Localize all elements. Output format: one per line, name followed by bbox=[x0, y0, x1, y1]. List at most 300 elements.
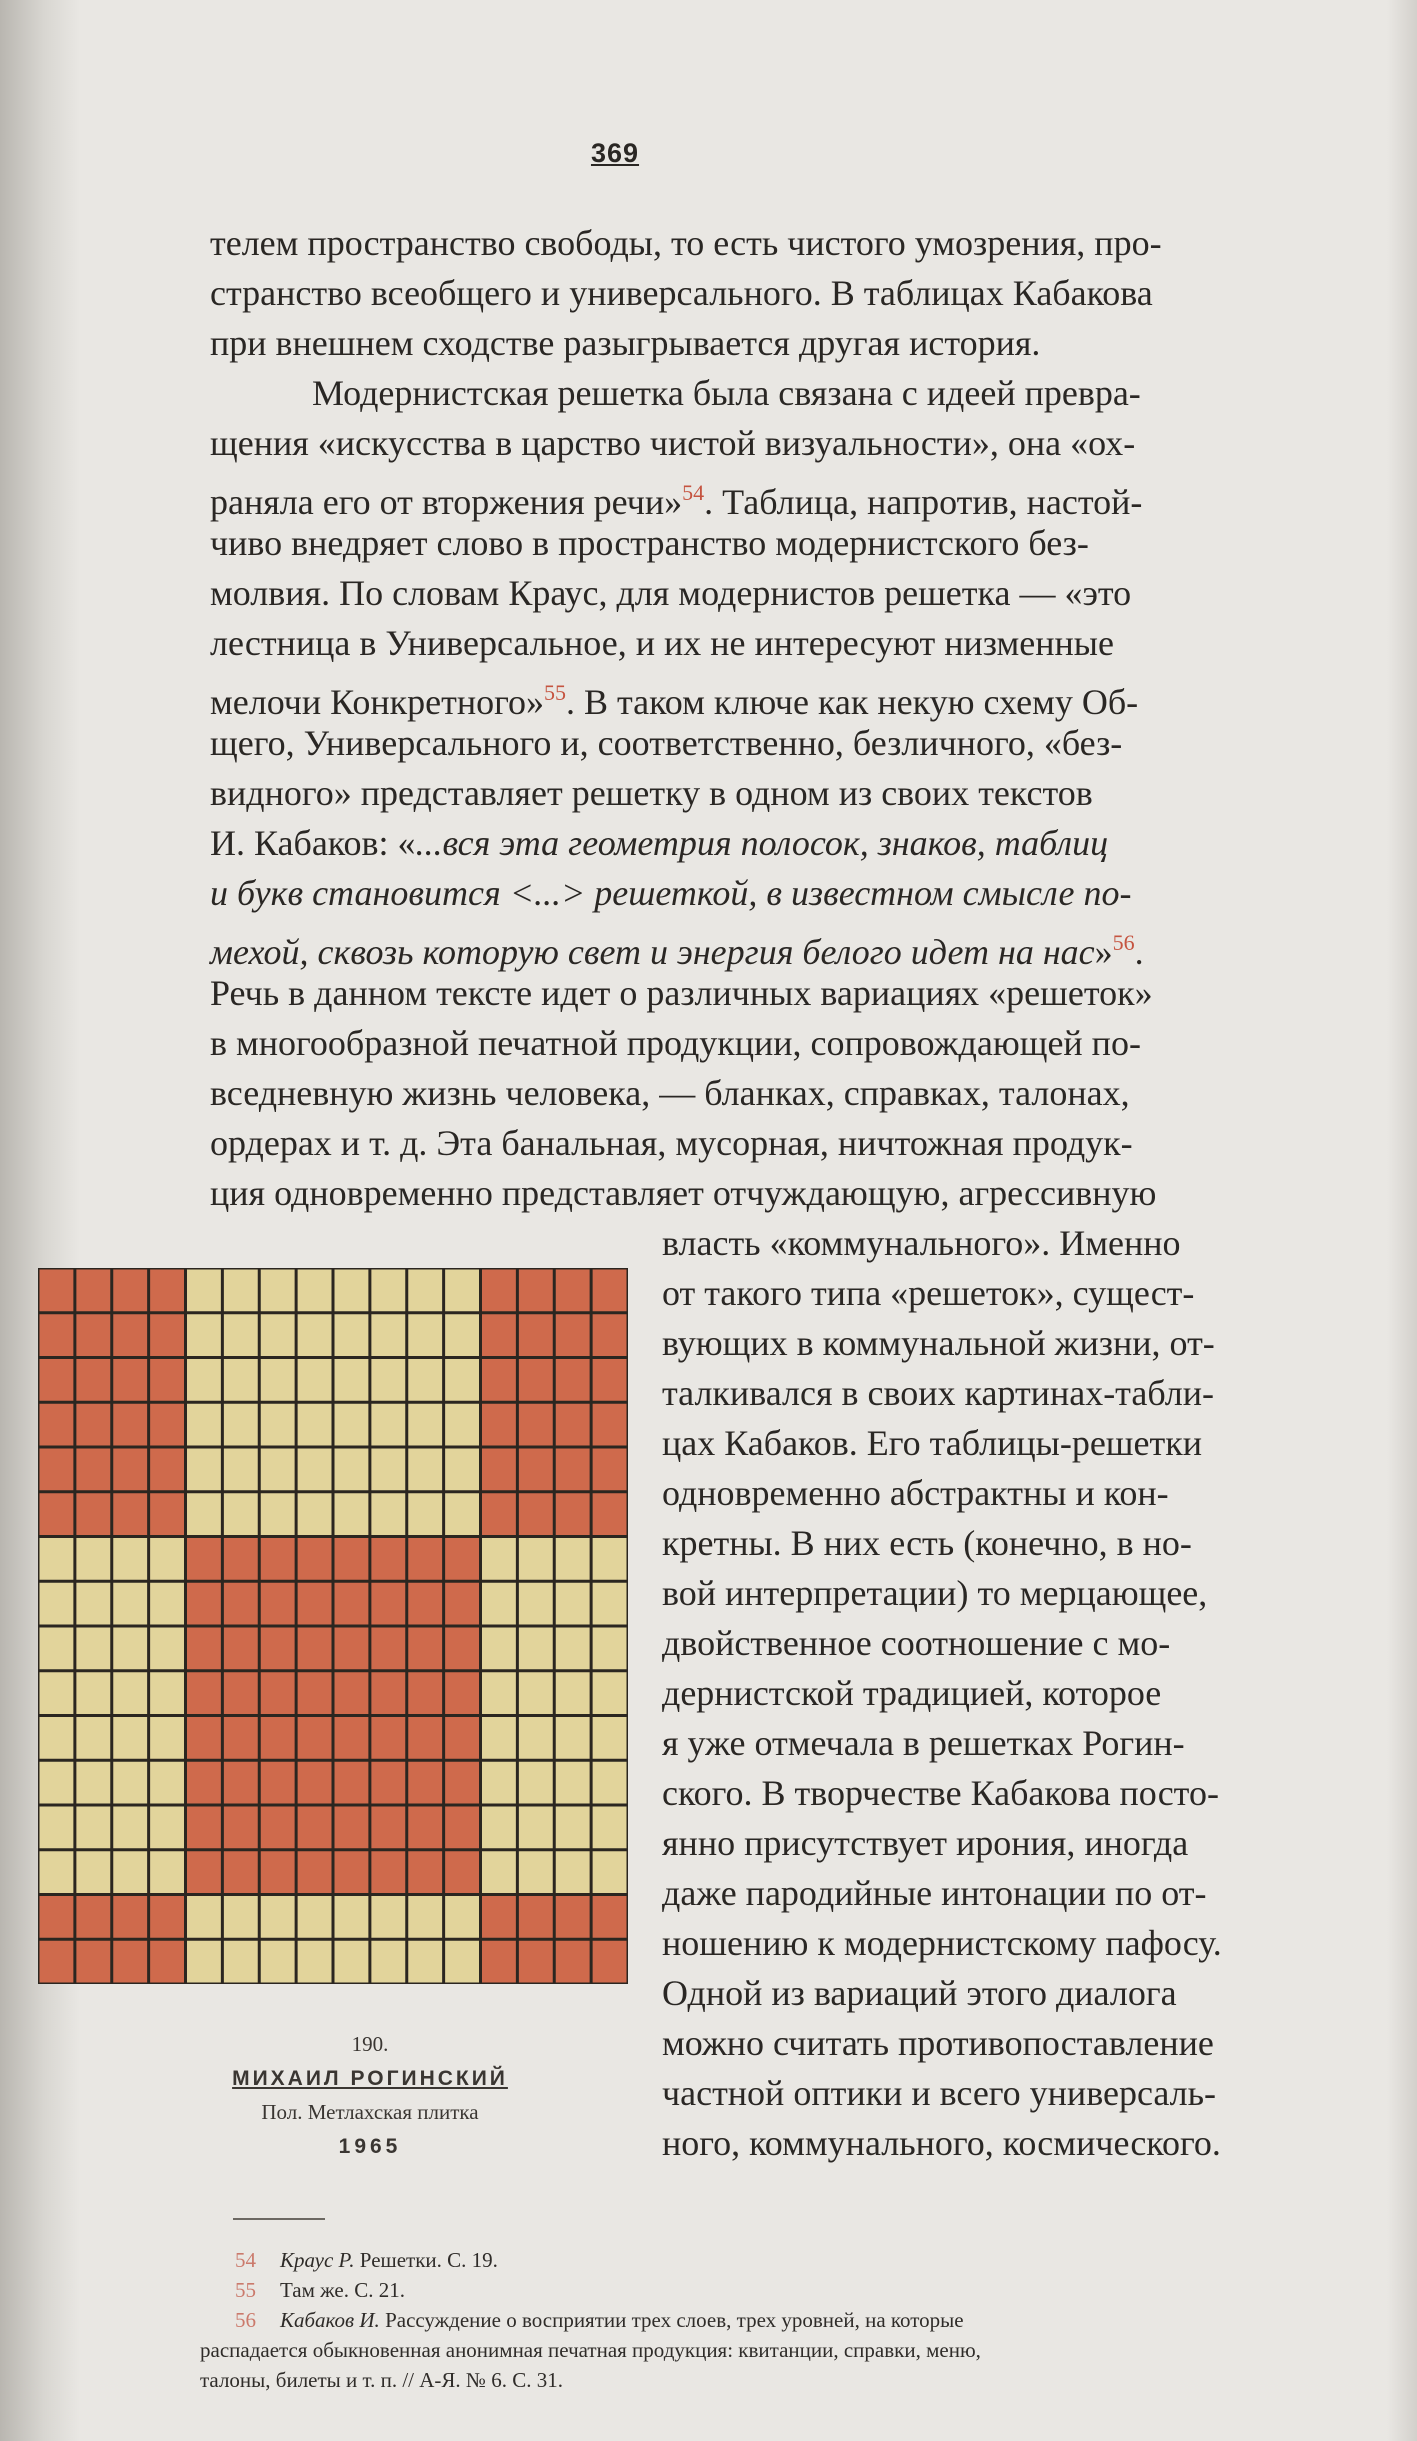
tile-cell bbox=[482, 1449, 516, 1491]
tile-cell bbox=[556, 1851, 590, 1893]
body-line: Одной из вариаций этого диалога bbox=[662, 1973, 1177, 2013]
tile-cell bbox=[335, 1628, 369, 1670]
footnote-continuation: талоны, билеты и т. п. // А-Я. № 6. С. 31. bbox=[200, 2368, 563, 2392]
tile-cell bbox=[298, 1941, 332, 1983]
tile-cell bbox=[76, 1538, 110, 1580]
tile-cell bbox=[298, 1314, 332, 1356]
tile-cell bbox=[224, 1717, 258, 1759]
tile-cell bbox=[224, 1270, 258, 1312]
tile-cell bbox=[40, 1672, 74, 1714]
body-line: талкивался в своих картинах-табли- bbox=[662, 1373, 1214, 1413]
tile-cell bbox=[335, 1404, 369, 1446]
body-line: цах Кабаков. Его таблицы-решетки bbox=[662, 1423, 1202, 1463]
tile-cell bbox=[408, 1270, 442, 1312]
tile-cell bbox=[187, 1493, 221, 1535]
tile-cell bbox=[150, 1314, 184, 1356]
body-line: я уже отмечала в решетках Рогин- bbox=[662, 1723, 1185, 1763]
tile-cell bbox=[408, 1404, 442, 1446]
tile-cell bbox=[187, 1896, 221, 1938]
body-line: странство всеобщего и универсального. В таблицах Кабакова bbox=[210, 273, 1153, 313]
body-line: чиво внедряет слово в пространство модернистского без- bbox=[210, 523, 1089, 563]
tile-cell bbox=[371, 1314, 405, 1356]
body-line: вой интерпретации) то мерцающее, bbox=[662, 1573, 1208, 1613]
tile-cell bbox=[76, 1404, 110, 1446]
tile-cell bbox=[113, 1359, 147, 1401]
tile-cell bbox=[445, 1851, 479, 1893]
body-line: власть «коммунального». Именно bbox=[662, 1223, 1181, 1263]
tile-cell bbox=[298, 1851, 332, 1893]
tile-cell bbox=[371, 1672, 405, 1714]
figure-title: Пол. Метлахская плитка bbox=[261, 2100, 479, 2124]
tile-cell bbox=[371, 1628, 405, 1670]
tile-cell bbox=[482, 1941, 516, 1983]
footnote-number: 56 bbox=[235, 2308, 256, 2332]
tile-cell bbox=[113, 1851, 147, 1893]
metlakh-tile-figure bbox=[38, 1268, 628, 1984]
tile-cell bbox=[40, 1493, 74, 1535]
footnote-text: Там же. С. 21. bbox=[280, 2278, 405, 2302]
body-line: можно считать противопоставление bbox=[662, 2023, 1214, 2063]
tile-cell bbox=[408, 1314, 442, 1356]
tile-cell bbox=[445, 1449, 479, 1491]
footnote-rule bbox=[233, 2218, 325, 2220]
tile-cell bbox=[113, 1628, 147, 1670]
body-line: щего, Универсального и, соответственно, безличного, «без- bbox=[210, 723, 1123, 763]
tile-cell bbox=[556, 1896, 590, 1938]
tile-cell bbox=[187, 1583, 221, 1625]
body-line: ция одновременно представляет отчуждающую, агрессивную bbox=[210, 1173, 1157, 1213]
tile-cell bbox=[113, 1807, 147, 1849]
tile-cell bbox=[150, 1762, 184, 1804]
tile-cell bbox=[335, 1449, 369, 1491]
tile-cell bbox=[224, 1672, 258, 1714]
tile-cell bbox=[298, 1896, 332, 1938]
tile-cell bbox=[556, 1270, 590, 1312]
tile-cell bbox=[150, 1851, 184, 1893]
tile-cell bbox=[40, 1538, 74, 1580]
tile-cell bbox=[261, 1762, 295, 1804]
tile-cell bbox=[113, 1672, 147, 1714]
tile-cell bbox=[335, 1583, 369, 1625]
tile-cell bbox=[187, 1270, 221, 1312]
tile-cell bbox=[187, 1941, 221, 1983]
tile-cell bbox=[298, 1717, 332, 1759]
body-line: Речь в данном тексте идет о различных вариациях «решеток» bbox=[210, 973, 1153, 1013]
footnote-ref-55[interactable]: 55 bbox=[543, 680, 566, 705]
tile-cell bbox=[76, 1628, 110, 1670]
tile-cell bbox=[40, 1762, 74, 1804]
tile-cell bbox=[482, 1583, 516, 1625]
tile-cell bbox=[298, 1583, 332, 1625]
tile-cell bbox=[408, 1807, 442, 1849]
tile-cell bbox=[371, 1449, 405, 1491]
tile-cell bbox=[40, 1404, 74, 1446]
body-text: . В таком ключе как некую схему Об- bbox=[565, 682, 1139, 722]
tile-cell bbox=[593, 1538, 627, 1580]
tile-cell bbox=[224, 1404, 258, 1446]
body-line: в многообразной печатной продукции, сопровождающей по- bbox=[210, 1023, 1141, 1063]
footnote-number: 55 bbox=[235, 2278, 256, 2302]
tile-cell bbox=[593, 1314, 627, 1356]
tile-cell bbox=[593, 1762, 627, 1804]
tile-cell bbox=[40, 1270, 74, 1312]
tile-cell bbox=[224, 1762, 258, 1804]
tile-cell bbox=[371, 1941, 405, 1983]
tile-cell bbox=[150, 1672, 184, 1714]
body-line: ордерах и т. д. Эта банальная, мусорная, ничтожная продук- bbox=[210, 1123, 1133, 1163]
body-line: частной оптики и всего универсаль- bbox=[662, 2073, 1217, 2113]
tile-cell bbox=[335, 1851, 369, 1893]
tile-cell bbox=[261, 1449, 295, 1491]
tile-cell bbox=[519, 1449, 553, 1491]
tile-cell bbox=[519, 1404, 553, 1446]
tile-cell bbox=[593, 1493, 627, 1535]
tile-cell bbox=[261, 1359, 295, 1401]
tile-cell bbox=[150, 1807, 184, 1849]
tile-cell bbox=[519, 1717, 553, 1759]
body-text: мелочи Конкретного» bbox=[210, 682, 544, 722]
tile-cell bbox=[445, 1538, 479, 1580]
tile-cell bbox=[298, 1359, 332, 1401]
footnote-ref-54[interactable]: 54 bbox=[682, 480, 705, 505]
body-line: Модернистская решетка была связана с идеей превра- bbox=[312, 373, 1141, 413]
tile-cell bbox=[224, 1359, 258, 1401]
quote-line: и букв становится <...> решеткой, в известном смысле по- bbox=[210, 873, 1132, 913]
tile-cell bbox=[556, 1538, 590, 1580]
tile-cell bbox=[76, 1672, 110, 1714]
tile-cell bbox=[593, 1583, 627, 1625]
footnote-ref-56[interactable]: 56 bbox=[1112, 930, 1135, 955]
tile-cell bbox=[224, 1851, 258, 1893]
tile-cell bbox=[371, 1717, 405, 1759]
tile-cell bbox=[113, 1538, 147, 1580]
tile-cell bbox=[556, 1314, 590, 1356]
body-line: одновременно абстрактны и кон- bbox=[662, 1473, 1169, 1513]
tile-cell bbox=[113, 1717, 147, 1759]
tile-cell bbox=[261, 1404, 295, 1446]
tile-cell bbox=[556, 1807, 590, 1849]
tile-cell bbox=[335, 1717, 369, 1759]
tile-cell bbox=[113, 1449, 147, 1491]
body-line: молвия. По словам Краус, для модернистов решетка — «это bbox=[210, 573, 1132, 613]
tile-cell bbox=[408, 1628, 442, 1670]
tile-cell bbox=[40, 1851, 74, 1893]
tile-cell bbox=[371, 1404, 405, 1446]
tile-cell bbox=[482, 1404, 516, 1446]
tile-cell bbox=[519, 1672, 553, 1714]
tile-cell bbox=[556, 1672, 590, 1714]
tile-cell bbox=[371, 1538, 405, 1580]
tile-cell bbox=[261, 1628, 295, 1670]
tile-cell bbox=[298, 1270, 332, 1312]
tile-cell bbox=[408, 1672, 442, 1714]
tile-cell bbox=[445, 1628, 479, 1670]
tile-cell bbox=[298, 1404, 332, 1446]
tile-cell bbox=[482, 1270, 516, 1312]
tile-cell bbox=[298, 1628, 332, 1670]
tile-cell bbox=[371, 1896, 405, 1938]
tile-cell bbox=[371, 1762, 405, 1804]
tile-cell bbox=[445, 1359, 479, 1401]
tile-cell bbox=[445, 1583, 479, 1625]
tile-cell bbox=[40, 1941, 74, 1983]
tile-cell bbox=[76, 1762, 110, 1804]
tile-cell bbox=[371, 1583, 405, 1625]
tile-cell bbox=[187, 1762, 221, 1804]
tile-cell bbox=[408, 1851, 442, 1893]
tile-cell bbox=[335, 1941, 369, 1983]
tile-cell bbox=[445, 1270, 479, 1312]
tile-cell bbox=[150, 1404, 184, 1446]
footnote-author: Кабаков И. bbox=[280, 2308, 380, 2332]
tile-cell bbox=[76, 1941, 110, 1983]
tile-cell bbox=[150, 1717, 184, 1759]
tile-cell bbox=[40, 1359, 74, 1401]
tile-cell bbox=[261, 1583, 295, 1625]
tile-cell bbox=[150, 1941, 184, 1983]
body-line: телем пространство свободы, то есть чистого умозрения, про- bbox=[210, 223, 1162, 263]
tile-cell bbox=[261, 1941, 295, 1983]
tile-cell bbox=[40, 1449, 74, 1491]
tile-cell bbox=[482, 1493, 516, 1535]
tile-cell bbox=[593, 1717, 627, 1759]
figure-number: 190. bbox=[351, 2032, 389, 2056]
body-line: от такого типа «решеток», сущест- bbox=[662, 1273, 1195, 1313]
body-line: двойственное соотношение с мо- bbox=[662, 1623, 1171, 1663]
tile-cell bbox=[76, 1270, 110, 1312]
tile-cell bbox=[408, 1896, 442, 1938]
tile-cell bbox=[261, 1538, 295, 1580]
tile-cell bbox=[76, 1314, 110, 1356]
tile-cell bbox=[371, 1270, 405, 1312]
body-text: И. Кабаков: « bbox=[210, 823, 416, 863]
body-line bbox=[210, 818, 1290, 868]
tile-cell bbox=[482, 1762, 516, 1804]
tile-cell bbox=[261, 1672, 295, 1714]
tile-cell bbox=[150, 1270, 184, 1312]
tile-cell bbox=[593, 1807, 627, 1849]
body-line: лестница в Универсальное, и их не интересуют низменные bbox=[210, 623, 1114, 663]
tile-cell bbox=[482, 1359, 516, 1401]
tile-cell bbox=[113, 1493, 147, 1535]
footnote-text: Рассуждение о восприятии трех слоев, трех уровней, на которые bbox=[379, 2308, 964, 2332]
body-line: кретны. В них есть (конечно, в но- bbox=[662, 1523, 1192, 1563]
tile-cell bbox=[408, 1359, 442, 1401]
tile-cell bbox=[519, 1270, 553, 1312]
tile-cell bbox=[150, 1583, 184, 1625]
tile-cell bbox=[187, 1538, 221, 1580]
body-line: ского. В творчестве Кабакова посто- bbox=[662, 1773, 1219, 1813]
tile-cell bbox=[556, 1628, 590, 1670]
tile-cell bbox=[593, 1270, 627, 1312]
tile-cell bbox=[187, 1359, 221, 1401]
tile-cell bbox=[224, 1314, 258, 1356]
tile-cell bbox=[113, 1896, 147, 1938]
tile-cell bbox=[224, 1449, 258, 1491]
tile-cell bbox=[224, 1538, 258, 1580]
tile-cell bbox=[76, 1717, 110, 1759]
tile-cell bbox=[76, 1359, 110, 1401]
tile-cell bbox=[187, 1314, 221, 1356]
body-line: вседневную жизнь человека, — бланках, справках, талонах, bbox=[210, 1073, 1130, 1113]
tile-cell bbox=[40, 1896, 74, 1938]
tile-cell bbox=[519, 1896, 553, 1938]
footnote-continuation: распадается обыкновенная анонимная печатная продукция: квитанции, справки, меню, bbox=[200, 2338, 981, 2362]
tile-cell bbox=[261, 1851, 295, 1893]
tile-cell bbox=[150, 1628, 184, 1670]
tile-cell bbox=[261, 1717, 295, 1759]
tile-cell bbox=[298, 1807, 332, 1849]
tile-cell bbox=[224, 1941, 258, 1983]
tile-cell bbox=[445, 1493, 479, 1535]
tile-cell bbox=[224, 1628, 258, 1670]
tile-cell bbox=[224, 1896, 258, 1938]
tile-cell bbox=[556, 1493, 590, 1535]
tile-cell bbox=[335, 1270, 369, 1312]
body-line: при внешнем сходстве разыгрывается другая история. bbox=[210, 323, 1041, 363]
tile-cell bbox=[224, 1583, 258, 1625]
tile-cell bbox=[482, 1807, 516, 1849]
body-line: даже пародийные интонации по от- bbox=[662, 1873, 1207, 1913]
tile-cell bbox=[593, 1941, 627, 1983]
tile-cell bbox=[593, 1359, 627, 1401]
tile-cell bbox=[593, 1672, 627, 1714]
tile-cell bbox=[40, 1628, 74, 1670]
tile-cell bbox=[408, 1583, 442, 1625]
tile-cell bbox=[261, 1493, 295, 1535]
tile-cell bbox=[445, 1717, 479, 1759]
tile-cell bbox=[556, 1404, 590, 1446]
tile-cell bbox=[335, 1538, 369, 1580]
body-line: видного» представляет решетку в одном из своих текстов bbox=[210, 773, 1093, 813]
tile-cell bbox=[556, 1717, 590, 1759]
body-text: . bbox=[1134, 932, 1144, 972]
tile-cell bbox=[556, 1359, 590, 1401]
body-line: щения «искусства в царство чистой визуальности», она «ох- bbox=[210, 423, 1136, 463]
page-number: 369 bbox=[590, 138, 640, 168]
body-line: вующих в коммунальной жизни, от- bbox=[662, 1323, 1215, 1363]
tile-cell bbox=[335, 1672, 369, 1714]
tile-cell bbox=[445, 1404, 479, 1446]
tile-cell bbox=[187, 1717, 221, 1759]
tile-cell bbox=[593, 1851, 627, 1893]
tile-cell bbox=[335, 1314, 369, 1356]
tile-cell bbox=[113, 1762, 147, 1804]
tile-cell bbox=[445, 1762, 479, 1804]
tile-cell bbox=[519, 1941, 553, 1983]
tile-cell bbox=[371, 1851, 405, 1893]
tile-cell bbox=[445, 1807, 479, 1849]
tile-cell bbox=[261, 1270, 295, 1312]
tile-cell bbox=[519, 1493, 553, 1535]
tile-cell bbox=[40, 1314, 74, 1356]
tile-cell bbox=[482, 1314, 516, 1356]
tile-cell bbox=[261, 1896, 295, 1938]
tile-cell bbox=[593, 1449, 627, 1491]
tile-cell bbox=[519, 1359, 553, 1401]
tile-cell bbox=[371, 1493, 405, 1535]
tile-cell bbox=[150, 1538, 184, 1580]
tile-cell bbox=[519, 1538, 553, 1580]
tile-cell bbox=[335, 1359, 369, 1401]
tile-cell bbox=[408, 1762, 442, 1804]
tile-cell bbox=[261, 1807, 295, 1849]
tile-cell bbox=[40, 1583, 74, 1625]
tile-cell bbox=[224, 1493, 258, 1535]
tile-cell bbox=[298, 1762, 332, 1804]
tile-cell bbox=[593, 1628, 627, 1670]
body-text: раняла его от вторжения речи» bbox=[210, 482, 683, 522]
tile-cell bbox=[445, 1672, 479, 1714]
tile-cell bbox=[76, 1583, 110, 1625]
tile-cell bbox=[76, 1807, 110, 1849]
tile-cell bbox=[371, 1807, 405, 1849]
tile-cell bbox=[556, 1941, 590, 1983]
tile-cell bbox=[113, 1270, 147, 1312]
tile-cell bbox=[371, 1359, 405, 1401]
tile-cell bbox=[408, 1538, 442, 1580]
tile-cell bbox=[335, 1896, 369, 1938]
tile-cell bbox=[519, 1314, 553, 1356]
tile-cell bbox=[445, 1314, 479, 1356]
tile-cell bbox=[593, 1404, 627, 1446]
tile-cell bbox=[76, 1449, 110, 1491]
tile-cell bbox=[519, 1628, 553, 1670]
body-text: » bbox=[1094, 932, 1113, 972]
tile-cell bbox=[298, 1538, 332, 1580]
figure-year: 1965 bbox=[338, 2135, 402, 2158]
tile-cell bbox=[40, 1807, 74, 1849]
tile-cell bbox=[408, 1717, 442, 1759]
tile-cell bbox=[482, 1851, 516, 1893]
tile-cell bbox=[298, 1493, 332, 1535]
tile-cell bbox=[261, 1314, 295, 1356]
tile-cell bbox=[224, 1807, 258, 1849]
tile-cell bbox=[482, 1717, 516, 1759]
tile-cell bbox=[150, 1896, 184, 1938]
tile-cell bbox=[113, 1404, 147, 1446]
tile-cell bbox=[150, 1449, 184, 1491]
tile-cell bbox=[335, 1493, 369, 1535]
tile-cell bbox=[556, 1449, 590, 1491]
tile-cell bbox=[298, 1672, 332, 1714]
tile-cell bbox=[482, 1538, 516, 1580]
tile-cell bbox=[445, 1896, 479, 1938]
body-line: дернистской традицией, которое bbox=[662, 1673, 1162, 1713]
tile-cell bbox=[593, 1896, 627, 1938]
tile-cell bbox=[482, 1628, 516, 1670]
footnote-text: Решетки. С. 19. bbox=[354, 2248, 498, 2272]
tile-cell bbox=[76, 1493, 110, 1535]
tile-cell bbox=[113, 1314, 147, 1356]
footnote-item bbox=[235, 2275, 405, 2305]
quote-text: мехой, сквозь которую свет и энергия белого идет на нас bbox=[210, 932, 1095, 972]
tile-cell bbox=[408, 1493, 442, 1535]
tile-cell bbox=[187, 1672, 221, 1714]
tile-cell bbox=[335, 1762, 369, 1804]
tile-cell bbox=[187, 1807, 221, 1849]
quote-text: ...вся эта геометрия полосок, знаков, таблиц bbox=[415, 823, 1109, 863]
tile-cell bbox=[445, 1941, 479, 1983]
footnote-item bbox=[235, 2245, 498, 2275]
tile-cell bbox=[519, 1807, 553, 1849]
tile-cell bbox=[556, 1762, 590, 1804]
tile-cell bbox=[76, 1896, 110, 1938]
body-text: . Таблица, напротив, настой- bbox=[704, 482, 1143, 522]
footnote-item bbox=[235, 2305, 964, 2335]
tile-cell bbox=[113, 1583, 147, 1625]
tile-cell bbox=[150, 1359, 184, 1401]
